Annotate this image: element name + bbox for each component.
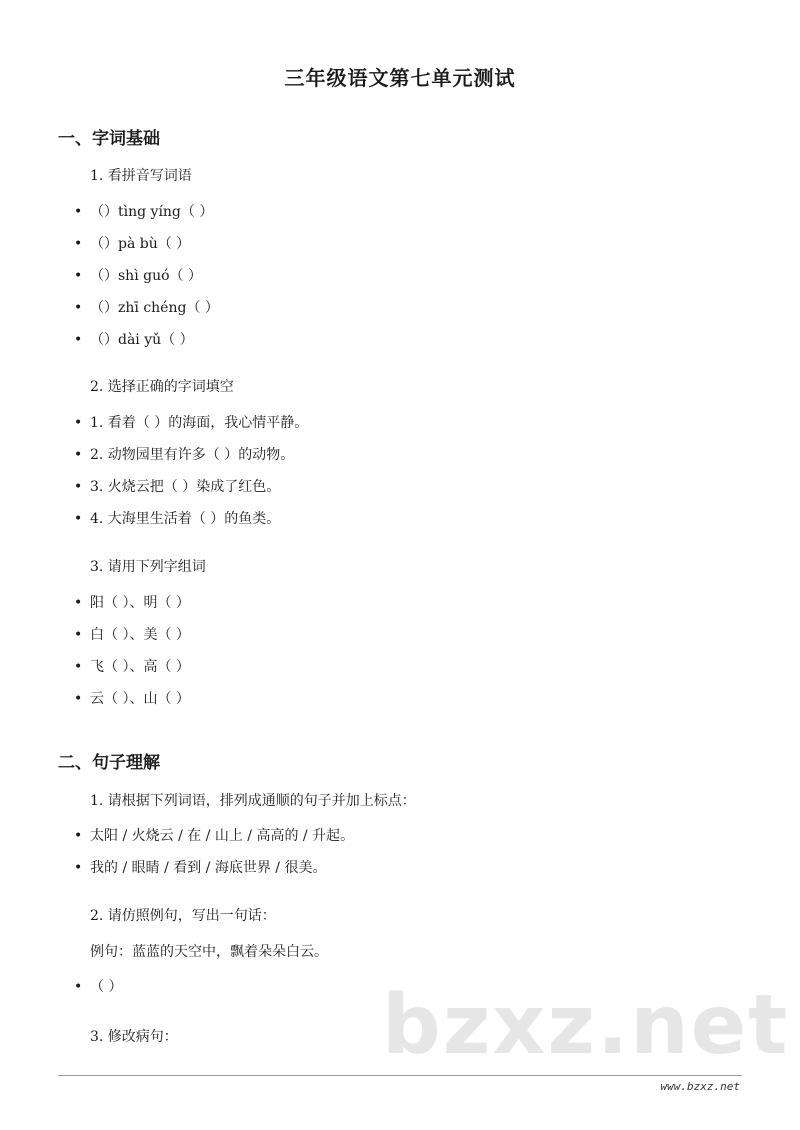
- list-item: • （）tìng yíng（ ）: [74, 196, 219, 228]
- list-item: • 2. 动物园里有许多（ ）的动物。: [74, 439, 308, 471]
- question-word-group-label: 3. 请用下列字组词: [90, 559, 206, 575]
- list-item: • （ ）: [74, 971, 122, 1003]
- footer-url: www.bzxz.net: [660, 1080, 740, 1093]
- watermark: bzxz.net: [382, 978, 790, 1073]
- list-item: • 我的 / 眼睛 / 看到 / 海底世界 / 很美。: [74, 852, 354, 884]
- imitate-answer-list: [74, 971, 122, 1003]
- list-item: • 云（ ）、山（ ）: [74, 683, 190, 715]
- list-item: • （）zhī chéng（ ）: [74, 292, 219, 324]
- reorder-list: [74, 820, 354, 884]
- fill-blank-list: [74, 407, 308, 535]
- section-heading-vocabulary: 一、字词基础: [58, 129, 160, 149]
- footer-divider: [58, 1075, 742, 1076]
- question-pinyin-label: 1. 看拼音写词语: [90, 168, 192, 184]
- list-item: • 3. 火烧云把（ ）染成了红色。: [74, 471, 308, 503]
- list-item: • 太阳 / 火烧云 / 在 / 山上 / 高高的 / 升起。: [74, 820, 354, 852]
- list-item: • 1. 看着（ ）的海面，我心情平静。: [74, 407, 308, 439]
- list-item: • 白（ ）、美（ ）: [74, 619, 190, 651]
- question-correct-sentence-label: 3. 修改病句：: [90, 1029, 178, 1045]
- question-imitate-label: 2. 请仿照例句，写出一句话：: [90, 908, 276, 924]
- list-item: • （）dài yǔ（ ）: [74, 324, 219, 356]
- example-sentence: 例句：蓝蓝的天空中，飘着朵朵白云。: [90, 944, 328, 960]
- section-heading-sentences: 二、句子理解: [58, 753, 160, 773]
- word-group-list: [74, 587, 190, 715]
- list-item: • （）shì guó（ ）: [74, 260, 219, 292]
- pinyin-list: [74, 196, 219, 356]
- page-title: 三年级语文第七单元测试: [284, 66, 516, 90]
- list-item: • 飞（ ）、高（ ）: [74, 651, 190, 683]
- question-fill-blank-label: 2. 选择正确的字词填空: [90, 379, 234, 395]
- list-item: • 阳（ ）、明（ ）: [74, 587, 190, 619]
- list-item: • 4. 大海里生活着（ ）的鱼类。: [74, 503, 308, 535]
- list-item: • （）pà bù（ ）: [74, 228, 219, 260]
- question-reorder-label: 1. 请根据下列词语，排列成通顺的句子并加上标点：: [90, 793, 416, 809]
